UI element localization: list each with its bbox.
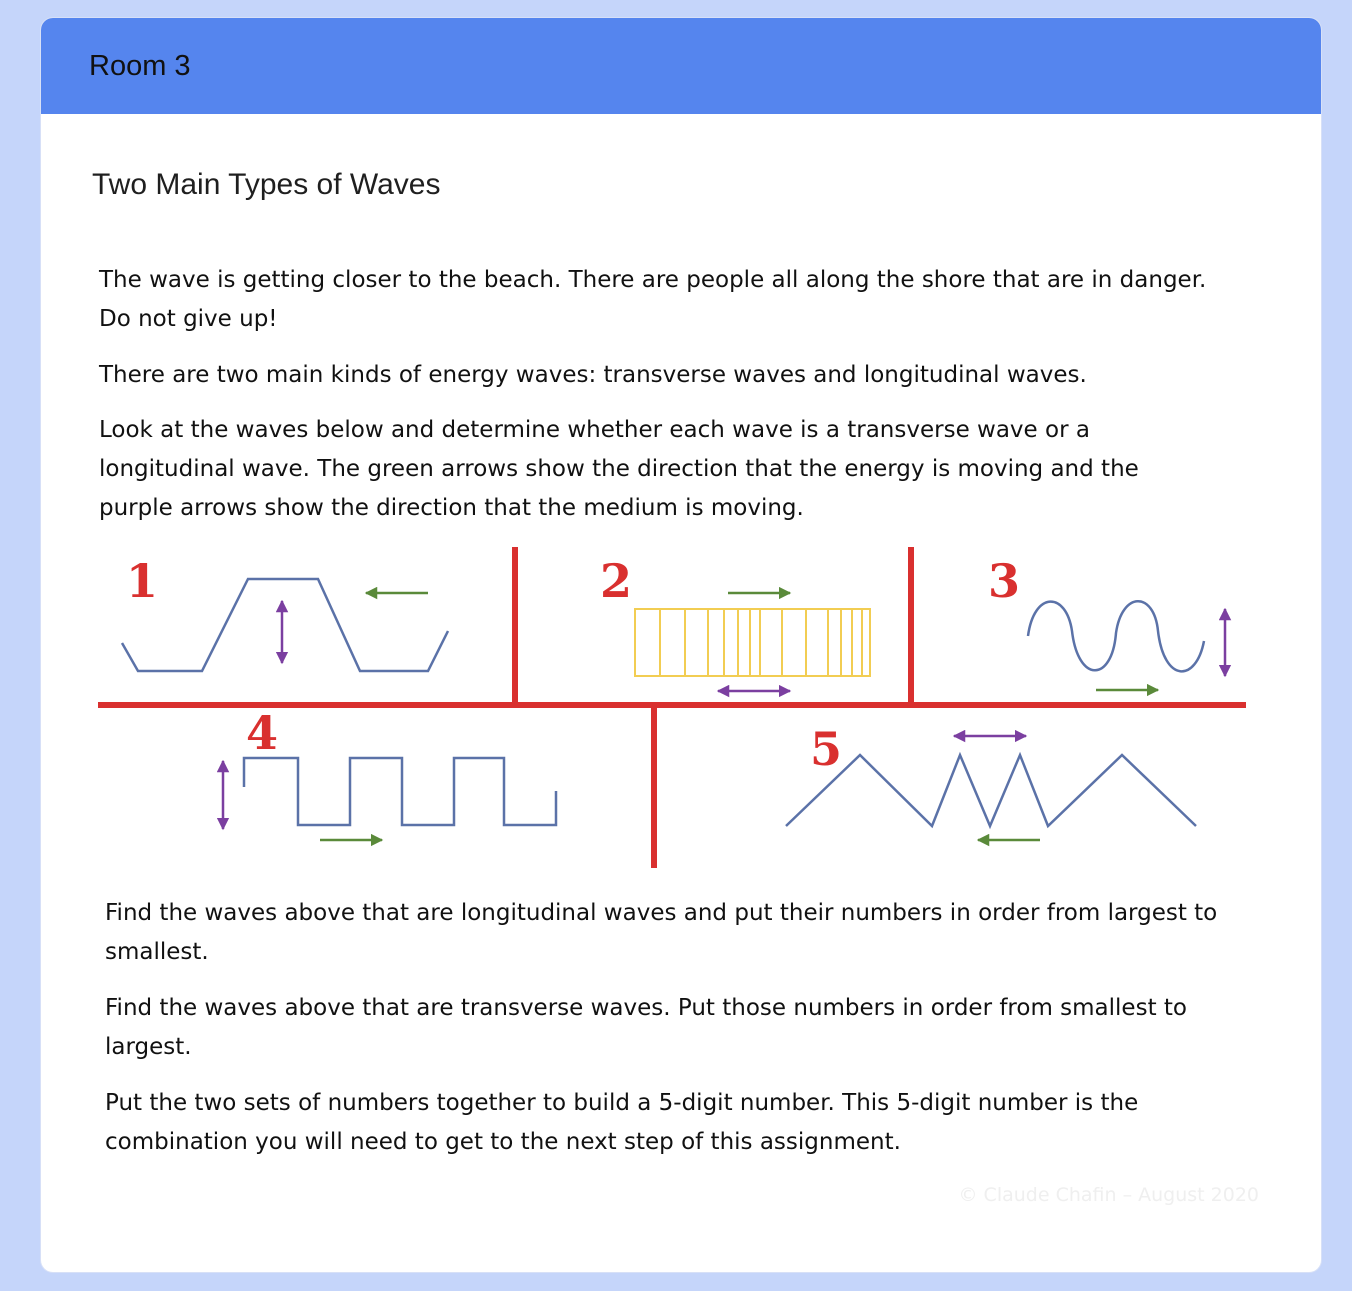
- copyright-credit: © Claude Chafin – August 2020: [958, 1184, 1259, 1206]
- intro-paragraph: The wave is getting closer to the beach. There are people all along the shore that are in danger. Do not give up!: [99, 267, 1207, 332]
- wave-3-label: 3: [988, 554, 1021, 608]
- card-header: [41, 18, 1321, 114]
- wave-3: [988, 554, 1225, 690]
- section-title: Two Main Types of Waves: [92, 168, 441, 201]
- wave-2: [600, 554, 870, 691]
- room-title: Room 3: [89, 49, 191, 82]
- wave-4: [223, 706, 556, 840]
- wave-5: [786, 722, 1196, 840]
- wave-4-label: 4: [246, 706, 279, 760]
- waves-diagram: [98, 543, 1248, 873]
- wave-3-line: [1028, 601, 1204, 671]
- wave-5-label: 5: [810, 722, 843, 776]
- wave-2-label: 2: [600, 554, 633, 608]
- wave-1: [122, 554, 448, 671]
- wave-1-label: 1: [126, 554, 159, 608]
- wave-5-line: [786, 755, 1196, 826]
- instructions-paragraph: Look at the waves below and determine whether each wave is a transverse wave or a longitudinal wave. The green arrows show the direction that the energy is moving and the purple arrows show the direction that the medium is moving.: [99, 417, 1139, 521]
- room-card: [41, 18, 1321, 1272]
- wave-4-line: [244, 758, 556, 825]
- combine-paragraph: Put the two sets of numbers together to build a 5-digit number. This 5-digit number is the combination you will need to get to the next step of this assignment.: [105, 1090, 1139, 1155]
- kinds-paragraph: There are two main kinds of energy waves: transverse waves and longitudinal waves.: [99, 362, 1087, 388]
- wave-2-spring: [635, 609, 870, 676]
- transverse-paragraph: Find the waves above that are transverse waves. Put those numbers in order from smallest to largest.: [105, 995, 1187, 1060]
- longitudinal-paragraph: Find the waves above that are longitudinal waves and put their numbers in order from largest to smallest.: [105, 900, 1218, 965]
